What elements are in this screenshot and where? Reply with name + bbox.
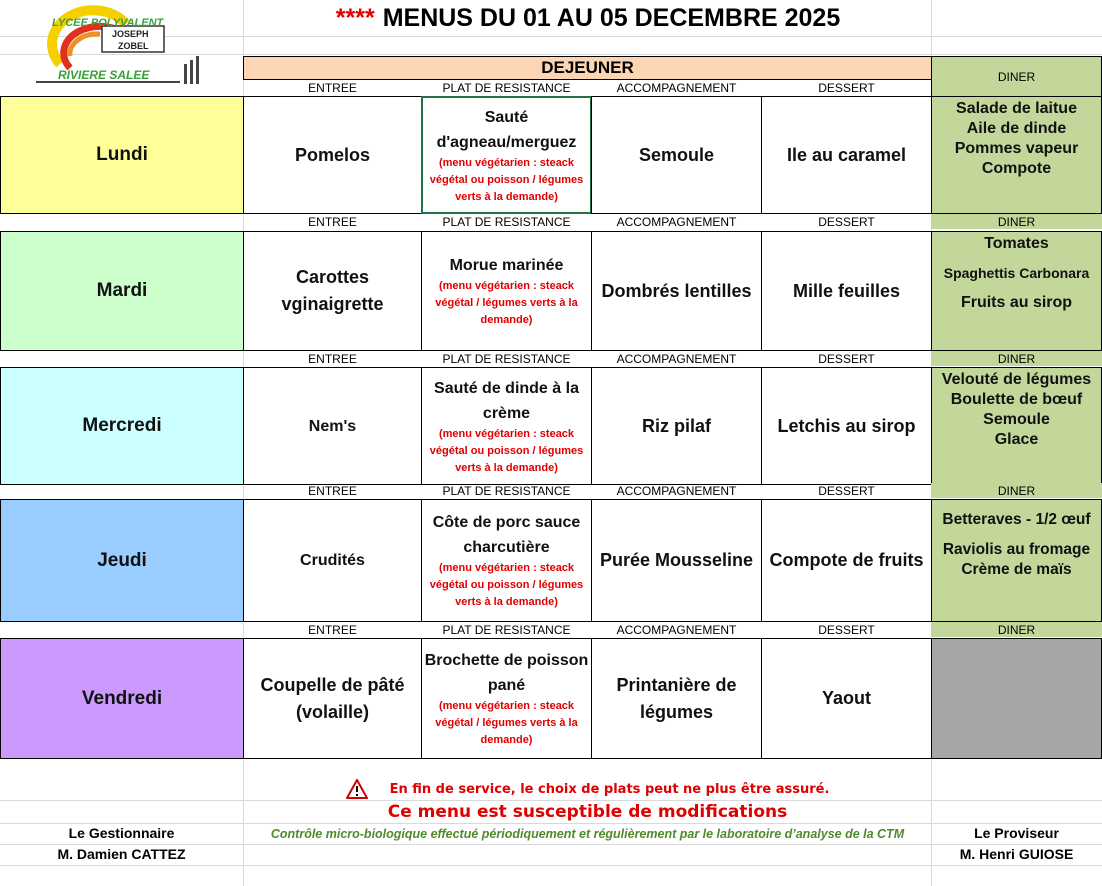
plat-cell: [421, 638, 592, 759]
vegetarian-note: (menu végétarien : steack végétal ou poisson / légumes verts à la demande): [429, 156, 584, 203]
day-label: Vendredi: [0, 638, 244, 759]
column-header-accomp: ACCOMPAGNEMENT: [616, 80, 737, 95]
diner-item: Compote: [981, 160, 1052, 177]
day-row: [0, 96, 1102, 214]
warning-icon: [346, 779, 368, 799]
column-header-diner: DINER: [931, 351, 1102, 366]
vegetarian-note: (menu végétarien : steack végétal / légumes verts à la demande): [435, 700, 578, 746]
plat-name: Côte de porc sauce charcutière: [432, 514, 581, 556]
modification-notice: Ce menu est susceptible de modifications: [387, 802, 788, 822]
dessert-cell: Letchis au sirop: [761, 367, 932, 485]
column-header-dessert: DESSERT: [818, 483, 875, 498]
entree-cell: Pomelos: [243, 96, 422, 214]
day-label: Jeudi: [0, 499, 244, 622]
page-title: [245, 0, 931, 36]
column-header-entree: ENTREE: [308, 351, 357, 366]
day-row: [0, 638, 1102, 759]
accomp-cell: Riz pilaf: [591, 367, 762, 485]
principal-name: M. Henri GUIOSE: [959, 846, 1074, 862]
entree-cell: Carottes vginaigrette: [243, 231, 422, 351]
column-header-accomp: ACCOMPAGNEMENT: [616, 622, 737, 637]
plat-cell: [421, 499, 592, 622]
diner-item: Aile de dinde: [966, 120, 1067, 137]
diner-item: Salade de laitue: [956, 100, 1077, 117]
manager-role: Le Gestionnaire: [68, 825, 175, 841]
title-stars: ****: [335, 3, 375, 32]
title-text: MENUS DU 01 AU 05 DECEMBRE 2025: [382, 3, 841, 32]
day-label: Mardi: [0, 231, 244, 351]
accomp-cell: Semoule: [591, 96, 762, 214]
logo-badge-line2: ZOBEL: [118, 41, 149, 51]
plat-name: Sauté d'agneau/merguez: [436, 108, 577, 151]
column-header-accomp: ACCOMPAGNEMENT: [616, 483, 737, 498]
diner-cell: [931, 367, 1102, 485]
diner-item: Spaghettis Carbonara: [943, 265, 1090, 281]
plat-name: Brochette de poisson pané: [424, 652, 589, 694]
logo-text-top: LYCEE POLYVALENT: [52, 17, 164, 29]
microbiology-notice: Contrôle micro-biologique effectué périodiquement et régulièrement par le laboratoire d’analyse de la CTM: [270, 827, 905, 841]
entree-cell: Nem's: [243, 367, 422, 485]
manager-name: M. Damien CATTEZ: [57, 846, 186, 862]
dessert-cell: Yaout: [761, 638, 932, 759]
diner-item: Crème de maïs: [961, 561, 1072, 578]
vegetarian-note: (menu végétarien : steack végétal ou poisson / légumes verts à la demande): [429, 562, 584, 608]
day-label: Lundi: [0, 96, 244, 214]
logo-text-bottom: RIVIERE SALEE: [58, 68, 150, 82]
column-header-plat: PLAT DE RESISTANCE: [442, 214, 571, 229]
column-header-dessert: DESSERT: [818, 80, 875, 95]
day-row: [0, 367, 1102, 485]
service-warning: [243, 778, 932, 800]
column-header-diner: DINER: [931, 483, 1102, 498]
entree-cell: Coupelle de pâté (volaille): [243, 638, 422, 759]
column-header-plat: PLAT DE RESISTANCE: [442, 622, 571, 637]
plat-name: Sauté de dinde à la crème: [434, 379, 579, 422]
diner-item: Betteraves - 1/2 œuf: [942, 511, 1091, 528]
column-header-entree: ENTREE: [308, 214, 357, 229]
diner-item: Tomates: [984, 235, 1049, 252]
diner-cell: [931, 96, 1102, 214]
entree-cell: Crudités: [243, 499, 422, 622]
diner-item: Semoule: [983, 411, 1050, 428]
column-header-dessert: DESSERT: [818, 622, 875, 637]
logo-badge-line1: JOSEPH: [112, 29, 149, 39]
diner-item: Boulette de bœuf: [950, 391, 1083, 408]
plat-name: Morue marinée: [449, 257, 564, 274]
diner-cell: [931, 499, 1102, 622]
day-row: [0, 231, 1102, 351]
column-header-accomp: ACCOMPAGNEMENT: [616, 214, 737, 229]
vegetarian-note: (menu végétarien : steack végétal ou poisson / légumes verts à la demande): [429, 427, 584, 474]
column-header-plat: PLAT DE RESISTANCE: [442, 483, 571, 498]
column-header-entree: ENTREE: [308, 483, 357, 498]
column-header-entree: ENTREE: [308, 622, 357, 637]
warning-text: En fin de service, le choix de plats peut ne plus être assuré.: [389, 781, 830, 797]
diner-item: Raviolis au fromage: [942, 541, 1091, 558]
dejeuner-header: DEJEUNER: [243, 56, 932, 80]
dessert-cell: Mille feuilles: [761, 231, 932, 351]
column-header-dessert: DESSERT: [818, 214, 875, 229]
column-header-plat: PLAT DE RESISTANCE: [442, 80, 571, 95]
diner-item: Velouté de légumes: [941, 371, 1092, 388]
diner-header: DINER: [931, 56, 1102, 96]
plat-cell: [421, 96, 592, 214]
dessert-cell: Ile au caramel: [761, 96, 932, 214]
plat-cell: [421, 231, 592, 351]
day-label: Mercredi: [0, 367, 244, 485]
column-header-diner: DINER: [931, 214, 1102, 229]
diner-item: Glace: [994, 431, 1039, 448]
principal-role: Le Proviseur: [974, 825, 1059, 841]
diner-item: Fruits au sirop: [960, 294, 1073, 311]
dessert-cell: Compote de fruits: [761, 499, 932, 622]
diner-item: Pommes vapeur: [954, 140, 1079, 157]
grid-line: [0, 865, 1102, 866]
diner-cell: [931, 638, 1102, 759]
day-row: [0, 499, 1102, 622]
diner-cell: [931, 231, 1102, 351]
accomp-cell: Purée Mousseline: [591, 499, 762, 622]
column-header-dessert: DESSERT: [818, 351, 875, 366]
column-header-plat: PLAT DE RESISTANCE: [442, 351, 571, 366]
column-header-accomp: ACCOMPAGNEMENT: [616, 351, 737, 366]
school-logo: [30, 4, 210, 88]
column-header-entree: ENTREE: [308, 80, 357, 95]
column-header-diner: DINER: [931, 622, 1102, 637]
accomp-cell: Dombrés lentilles: [591, 231, 762, 351]
accomp-cell: Printanière de légumes: [591, 638, 762, 759]
vegetarian-note: (menu végétarien : steack végétal / légumes verts à la demande): [435, 280, 578, 326]
plat-cell: [421, 367, 592, 485]
